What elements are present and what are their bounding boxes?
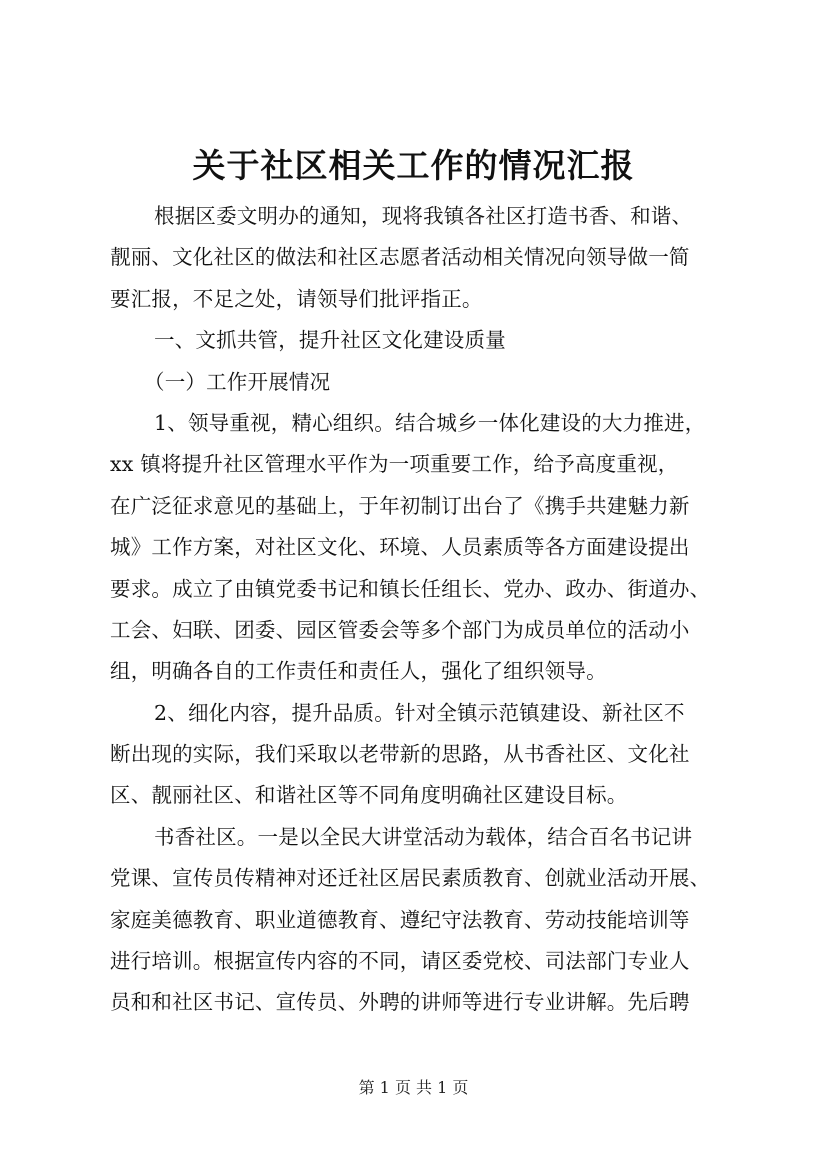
body-line: xx 镇将提升社区管理水平作为一项重要工作，给予高度重视， [110, 452, 679, 477]
body-line: 在广泛征求意见的基础上，于年初制订出台了《携手共建魅力新 [110, 493, 690, 518]
body-line: 书香社区。一是以全民大讲堂活动为载体，结合百名书记讲 [154, 824, 693, 849]
body-line: 员和和社区书记、宣传员、外聘的讲师等进行专业讲解。先后聘 [110, 990, 690, 1015]
body-line: 要求。成立了由镇党委书记和镇长任组长、党办、政办、街道办、 [110, 576, 711, 601]
body-line: 要汇报，不足之处，请领导们批评指正。 [110, 286, 483, 311]
body-line: 断出现的实际，我们采取以老带新的思路，从书香社区、文化社 [110, 742, 690, 767]
page-footer: 第 1 页 共 1 页 [358, 1078, 469, 1097]
subsection-heading: （一）工作开展情况 [144, 369, 331, 394]
document-body [110, 196, 722, 1024]
body-line: 靓丽、文化社区的做法和社区志愿者活动相关情况向领导做一简 [110, 245, 690, 270]
body-line: 组，明确各自的工作责任和责任人，强化了组织领导。 [110, 659, 607, 684]
body-line: 城》工作方案，对社区文化、环境、人员素质等各方面建设提出 [110, 535, 690, 560]
body-line: 根据区委文明办的通知，现将我镇各社区打造书香、和谐、 [154, 204, 693, 228]
body-line: 党课、宣传员传精神对还迁社区居民素质教育、创就业活动开展、 [110, 866, 711, 891]
section-heading: 一、文抓共管，提升社区文化建设质量 [154, 328, 506, 353]
body-line: 2、细化内容，提升品质。针对全镇示范镇建设、新社区不 [154, 700, 685, 725]
body-line: 1、领导重视，精心组织。结合城乡一体化建设的大力推进， [154, 410, 706, 435]
body-line: 进行培训。根据宣传内容的不同，请区委党校、司法部门专业人 [110, 949, 690, 974]
body-line: 家庭美德教育、职业道德教育、遵纪守法教育、劳动技能培训等 [110, 907, 690, 932]
document-title: 关于社区相关工作的情况汇报 [192, 146, 635, 185]
body-line: 区、靓丽社区、和谐社区等不同角度明确社区建设目标。 [110, 783, 628, 808]
body-line: 工会、妇联、团委、园区管委会等多个部门为成员单位的活动小 [110, 617, 690, 642]
